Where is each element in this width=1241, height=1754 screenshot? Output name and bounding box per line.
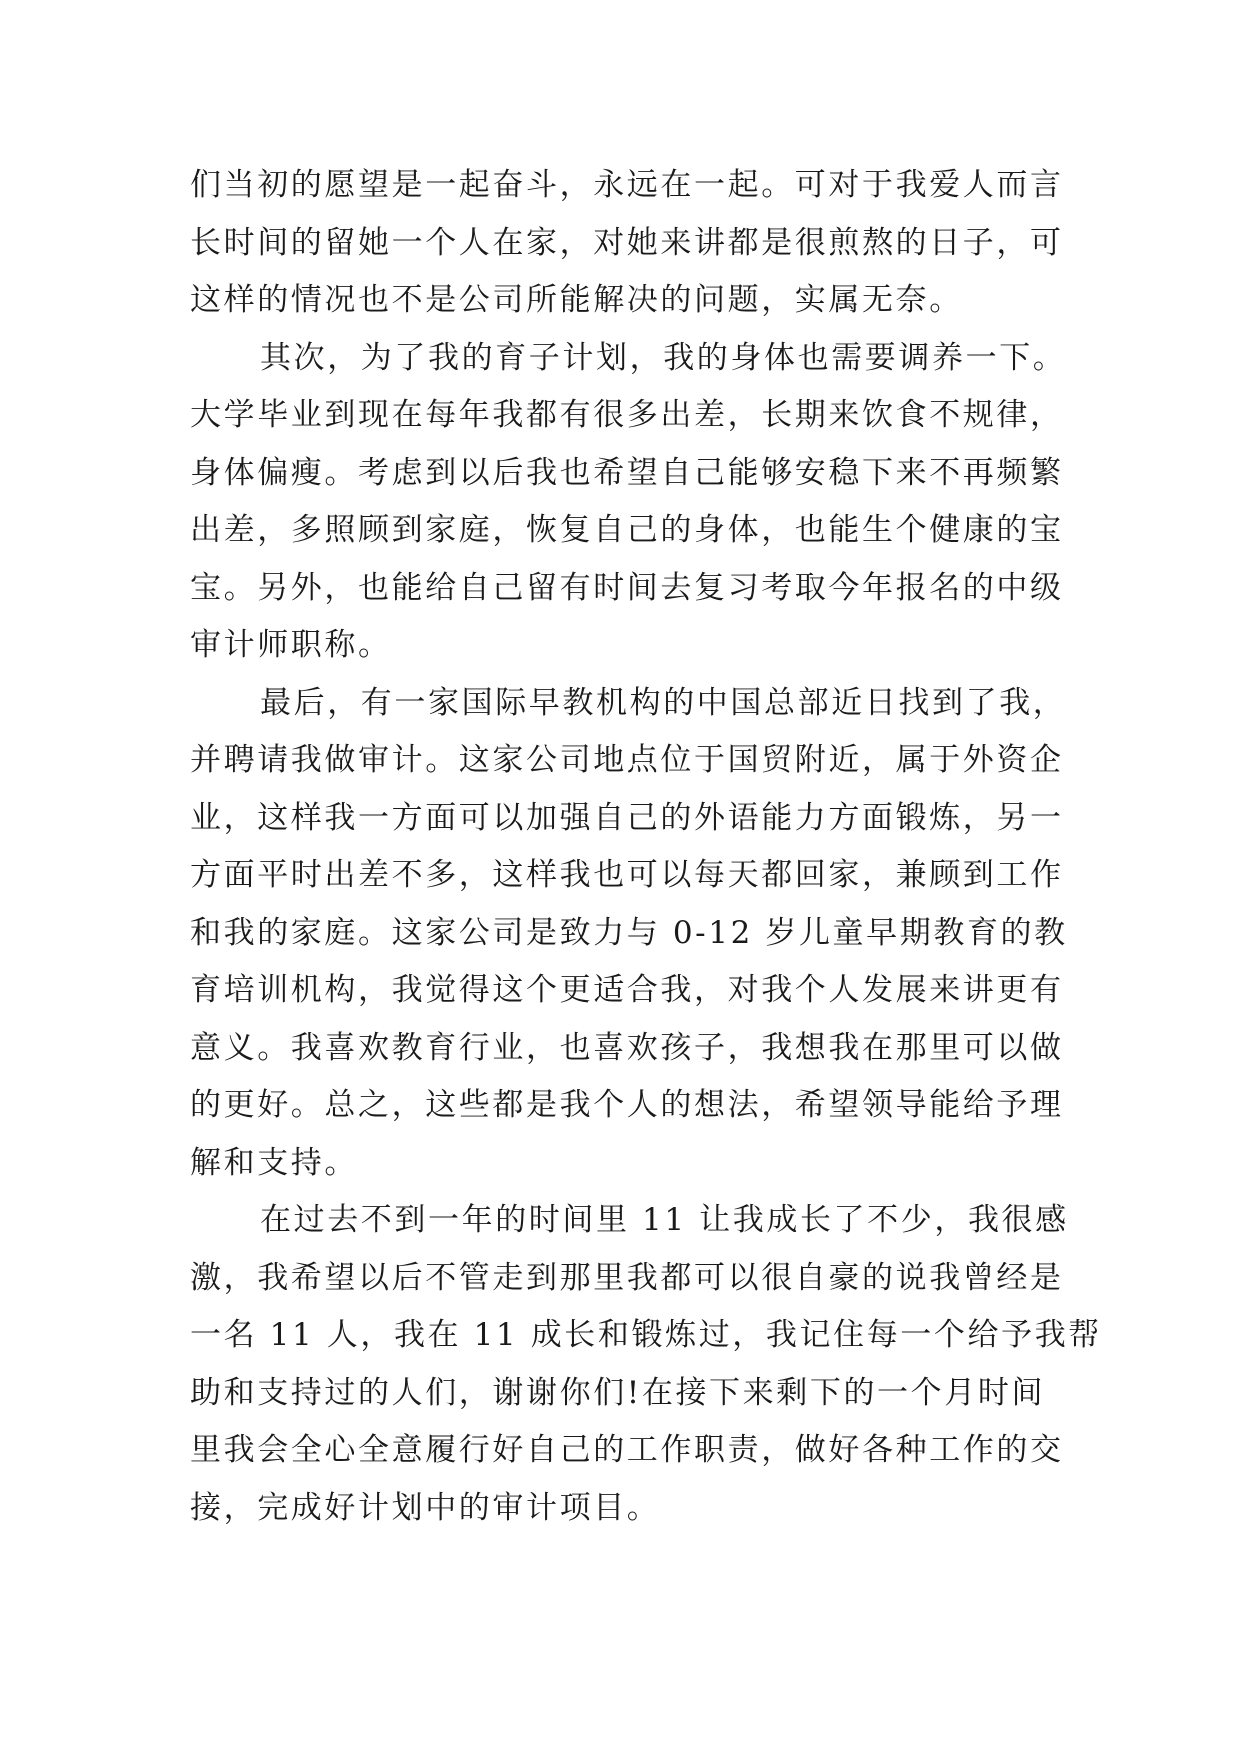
text-line: 出差，多照顾到家庭，恢复自己的身体，也能生个健康的宝: [190, 512, 1064, 548]
text-line: 在过去不到一年的时间里 11 让我成长了不少，我很感: [260, 1202, 1069, 1238]
paragraph-4: [190, 1192, 1102, 1537]
text-line: 解和支持。: [190, 1144, 358, 1181]
text-line: 方面平时出差不多，这样我也可以每天都回家，兼顾到工作: [190, 857, 1064, 893]
text-line: 们当初的愿望是一起奋斗，永远在一起。可对于我爱人而言: [190, 167, 1064, 203]
text-line: 助和支持过的人们，谢谢你们!在接下来剩下的一个月时间: [190, 1374, 1046, 1411]
paragraph-1: [190, 157, 1064, 330]
text-line: 接，完成好计划中的审计项目。: [190, 1489, 661, 1526]
text-line: 的更好。总之，这些都是我个人的想法，希望领导能给予理: [190, 1087, 1064, 1123]
text-line: 激，我希望以后不管走到那里我都可以很自豪的说我曾经是: [190, 1259, 1064, 1296]
text-line: 身体偏瘦。考虑到以后我也希望自己能够安稳下来不再频繁: [190, 454, 1064, 491]
text-line: 里我会全心全意履行好自己的工作职责，做好各种工作的交: [190, 1432, 1064, 1468]
text-line: 长时间的留她一个人在家，对她来讲都是很煎熬的日子，可: [190, 224, 1064, 261]
text-line: 其次，为了我的育子计划，我的身体也需要调养一下。: [260, 339, 1067, 376]
text-line: 意义。我喜欢教育行业，也喜欢孩子，我想我在那里可以做: [190, 1029, 1064, 1066]
text-line: 一名 11 人，我在 11 成长和锻炼过，我记住每一个给予我帮: [190, 1317, 1102, 1353]
paragraph-3: [190, 675, 1068, 1193]
text-line: 和我的家庭。这家公司是致力与 0-12 岁儿童早期教育的教: [190, 914, 1068, 951]
text-line: 审计师职称。: [190, 627, 392, 663]
text-line: 宝。另外，也能给自己留有时间去复习考取今年报名的中级: [190, 569, 1064, 606]
document-body: [190, 157, 1102, 1537]
paragraph-2: [190, 330, 1067, 675]
text-line: 最后，有一家国际早教机构的中国总部近日找到了我，: [260, 684, 1067, 721]
text-line: 业，这样我一方面可以加强自己的外语能力方面锻炼，另一: [190, 799, 1064, 836]
text-line: 这样的情况也不是公司所能解决的问题，实属无奈。: [190, 282, 963, 318]
text-line: 并聘请我做审计。这家公司地点位于国贸附近，属于外资企: [190, 742, 1064, 778]
text-line: 大学毕业到现在每年我都有很多出差，长期来饮食不规律，: [190, 397, 1064, 433]
text-line: 育培训机构，我觉得这个更适合我，对我个人发展来讲更有: [190, 972, 1064, 1008]
